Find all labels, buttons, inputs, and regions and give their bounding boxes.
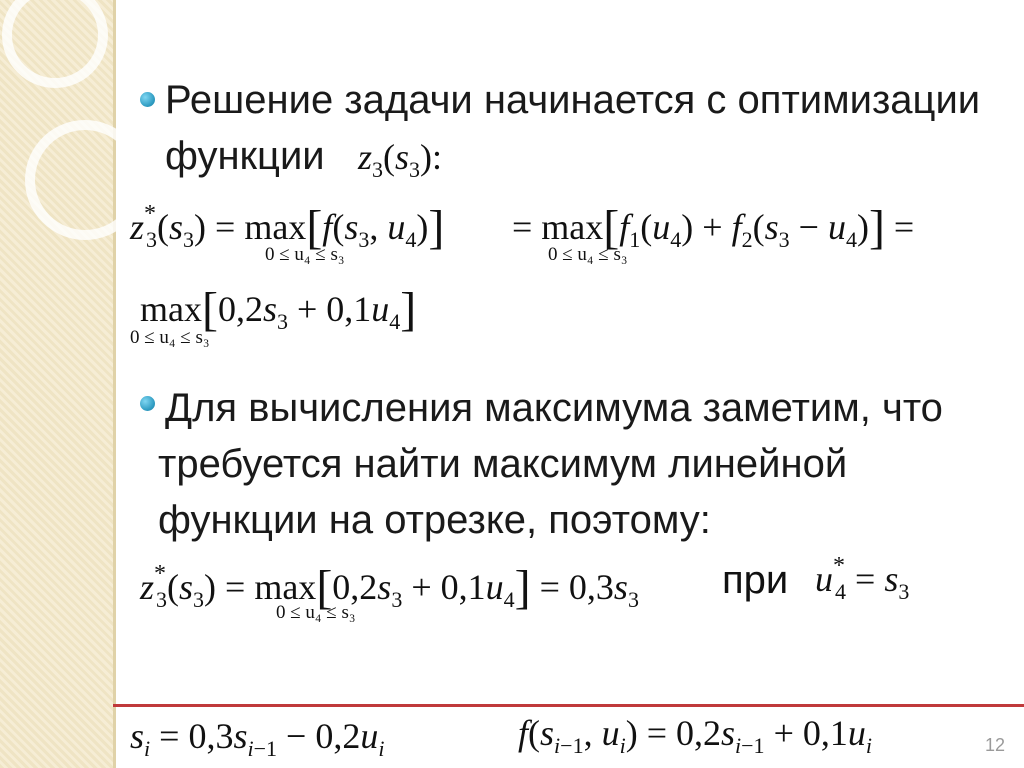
bottom-divider bbox=[113, 704, 1024, 707]
when-label: при bbox=[722, 558, 789, 602]
equation-1-part-3: $\max[0,2s_3 + 0,1u_4]$ bbox=[140, 283, 417, 336]
bullet-1-line-1: Решение задачи начинается с оптимизации bbox=[165, 78, 981, 122]
bullet-2-line-1: Для вычисления максимума заметим, что bbox=[165, 386, 943, 430]
bullet-1-icon bbox=[140, 92, 155, 107]
equation-1-part-1: $z^*_3(s_3) = \max[f(s_3$, $u_4$)] bbox=[130, 201, 445, 254]
function-z3-formula: $z_3(s_3)$: bbox=[358, 137, 443, 182]
equation-2: $z^*_3(s_3) = \max[0,2s_3 + 0,1u_4] = 0,3s_3$ bbox=[140, 561, 639, 614]
bottom-formula-state: $s_i = 0,3s_{i-1} - 0,2u_i$ bbox=[130, 716, 385, 761]
bullet-2-line-2: требуется найти максимум линейной bbox=[158, 442, 848, 486]
equation-2-condition: $u^*_4 = s_3$ bbox=[815, 553, 910, 604]
page-number: 12 bbox=[985, 735, 1006, 755]
max-constraint-4: 0 ≤ u₄ ≤ s₃ bbox=[276, 602, 356, 623]
bullet-1-line-2: функции bbox=[165, 134, 325, 178]
bullet-2-icon bbox=[140, 396, 155, 411]
max-constraint-2: 0 ≤ u₄ ≤ s₃ bbox=[548, 244, 628, 265]
bullet-2-line-3: функции на отрезке, поэтому: bbox=[158, 498, 711, 542]
equation-1-part-2: = $\max[f_1(u_4) + f_2(s_3 - u_4)]$ = bbox=[512, 201, 915, 254]
max-constraint-3: 0 ≤ u₄ ≤ s₃ bbox=[130, 327, 210, 348]
bottom-formula-income: $f(s_{i-1}$, $u_i) = 0,2s_{i-1} + 0,1u_i$ bbox=[518, 713, 872, 758]
max-constraint-1: 0 ≤ u₄ ≤ s₃ bbox=[265, 244, 345, 265]
decorative-rings-graphic bbox=[0, 0, 120, 260]
